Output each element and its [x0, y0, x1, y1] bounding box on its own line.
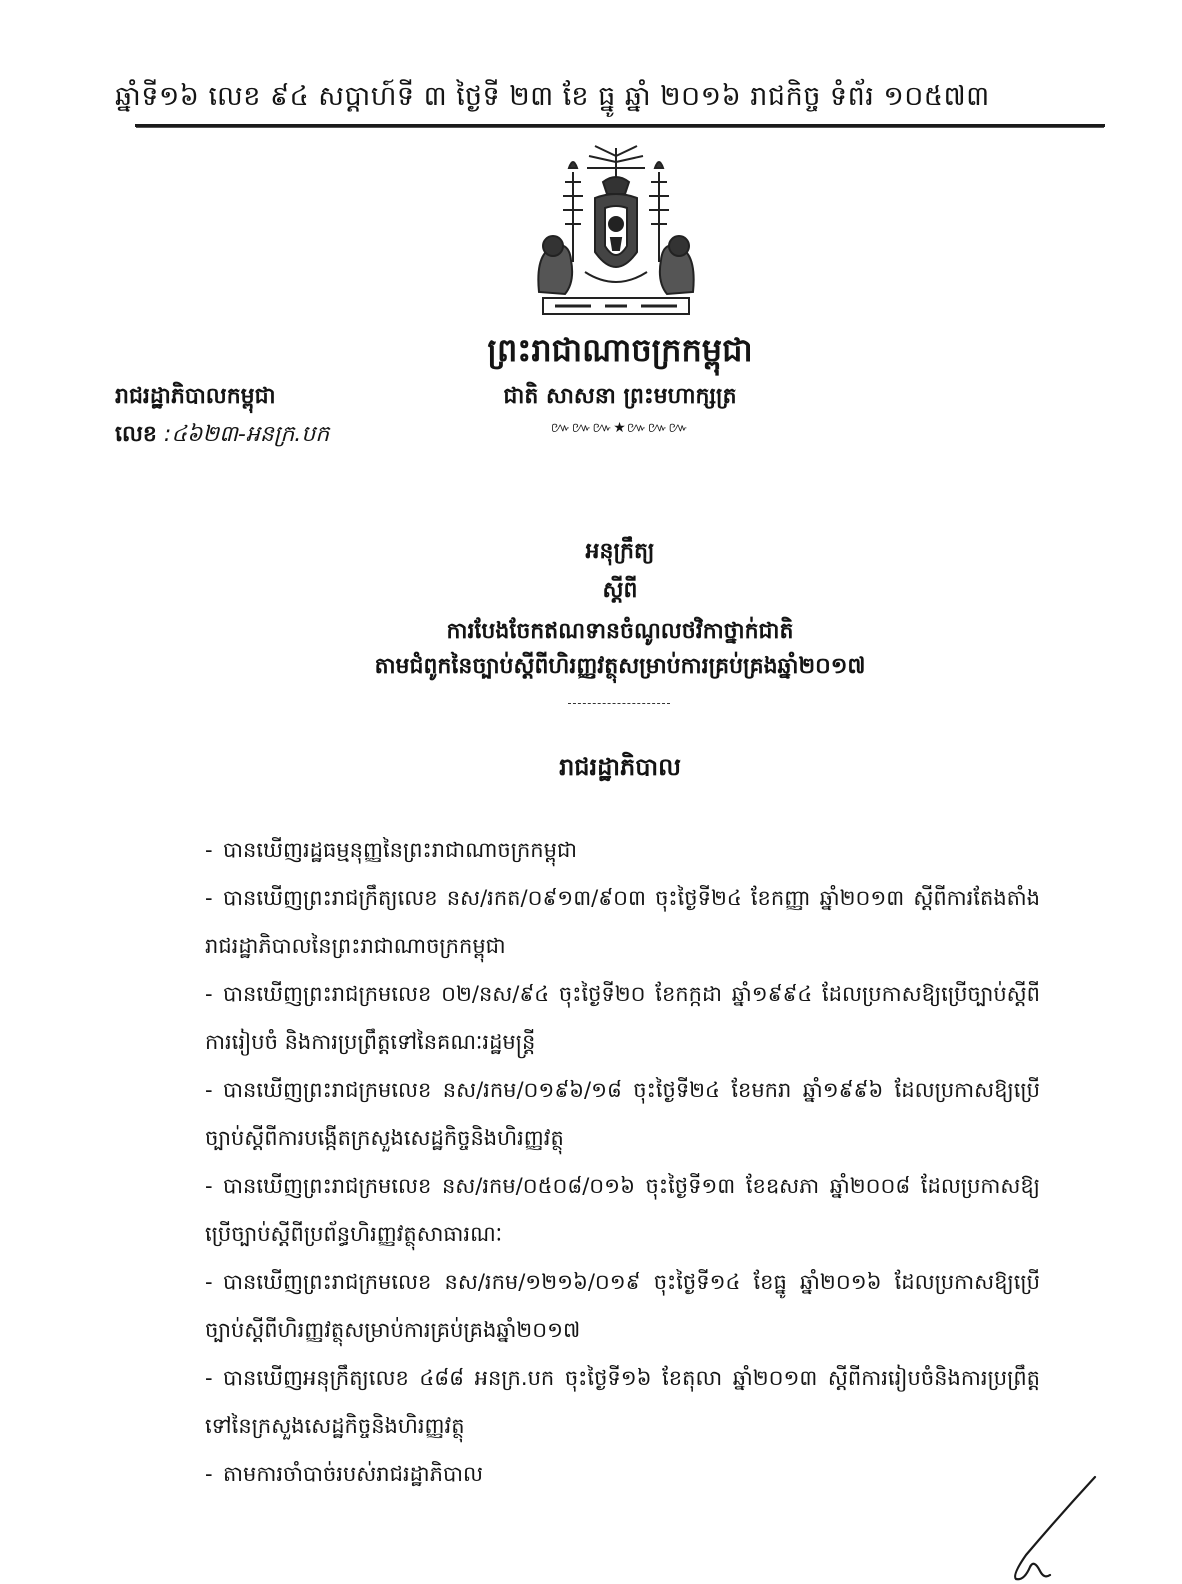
document-number: [115, 420, 329, 452]
header-divider: [135, 124, 1105, 127]
title-about: ស្ដីពី: [602, 578, 638, 603]
visa-text: បានឃើញព្រះរាជក្រមលេខ នស/រកម/០៥០៨/០១៦ ចុះថ្ងៃទី១៣ ខែឧសភា ឆ្នាំ២០០៨ ដែលប្រកាសឱ្យប្រើច្បាប់ស្ដីពីប្រព័ន្ធហិរញ្ញវត្ថុសាធារណៈ: [205, 1174, 1040, 1246]
visa-text: បានឃើញព្រះរាជក្រមលេខ នស/រកម/១២១៦/០១៩ ចុះថ្ងៃទី១៤ ខែធ្នូ ឆ្នាំ២០១៦ ដែលប្រកាសឱ្យប្រើច្បាប់ស្ដីពីហិរញ្ញវត្ថុសម្រាប់ការគ្រប់គ្រងឆ្នាំ២០១៧: [205, 1270, 1040, 1342]
list-item: [205, 1162, 1040, 1258]
signature-initials: [990, 1475, 1100, 1584]
issuing-government: រាជរដ្ឋាភិបាលកម្ពុជា: [115, 384, 276, 409]
bullet-dash: -: [205, 982, 213, 1006]
gazette-header: ឆ្នាំទី១៦ លេខ ៩៤ សប្ដាហ៍ទី ៣ ថ្ងៃទី ២៣ ខែ ធ្នូ ឆ្នាំ ២០១៦ រាជកិច្ច ទំព័រ ១០៥៧៣: [115, 81, 990, 112]
document-number-label: លេខ: [115, 422, 157, 447]
title-subject-line-1: ការបែងចែកឥណទានចំណូលថវិកាថ្នាក់ជាតិ: [446, 619, 794, 644]
list-item: [205, 826, 1040, 874]
list-item: [205, 1258, 1040, 1354]
list-item: [205, 1450, 1040, 1498]
bullet-dash: -: [205, 1366, 213, 1390]
document-type: អនុក្រឹត្យ: [585, 539, 655, 564]
visa-text: បានឃើញព្រះរាជក្រមលេខ នស/រកម/០១៩៦/១៨ ចុះថ្ងៃទី២៤ ខែមករា ឆ្នាំ១៩៩៦ ដែលប្រកាសឱ្យប្រើច្បាប់ស្ដីពីការបង្កើតក្រសួងសេដ្ឋកិច្ចនិងហិរញ្ញវត្ថុ: [205, 1078, 1040, 1150]
bullet-dash: -: [205, 838, 213, 862]
visa-text: បានឃើញព្រះរាជក្រឹត្យលេខ នស/រកត/០៩១៣/៩០៣ ចុះថ្ងៃទី២៤ ខែកញ្ញា ឆ្នាំ២០១៣ ស្ដីពីការតែងតាំងរាជរដ្ឋាភិបាលនៃព្រះរាជាណាចក្រកម្ពុជា: [205, 886, 1040, 958]
visa-text: បានឃើញអនុក្រឹត្យលេខ ៤៨៨ អនក្រ.បក ចុះថ្ងៃទី១៦ ខែតុលា ឆ្នាំ២០១៣ ស្ដីពីការរៀបចំនិងការប្រព្រឹត្តទៅនៃក្រសួងសេដ្ឋកិច្ចនិងហិរញ្ញវត្ថុ: [205, 1366, 1040, 1438]
issuer-heading: រាជរដ្ឋាភិបាល: [559, 753, 681, 781]
list-item: [205, 970, 1040, 1066]
bullet-dash: -: [205, 1462, 213, 1486]
list-item: [205, 874, 1040, 970]
visa-text: តាមការចាំបាច់របស់រាជរដ្ឋាភិបាល: [223, 1462, 483, 1486]
list-item: [205, 1066, 1040, 1162]
royal-coat-of-arms-emblem: [525, 142, 707, 322]
kingdom-name: ព្រះរាជាណាចក្រកម្ពុជា: [487, 331, 753, 369]
title-divider: [568, 703, 670, 706]
bullet-dash: -: [205, 1270, 213, 1294]
visa-list: [205, 826, 1040, 1498]
bullet-dash: -: [205, 886, 213, 910]
document-number-value: :៤៦២៣-អនក្រ.បក: [163, 422, 330, 447]
bullet-dash: -: [205, 1174, 213, 1198]
visa-text: បានឃើញព្រះរាជក្រមលេខ ០២/នស/៩៤ ចុះថ្ងៃទី២០ ខែកក្កដា ឆ្នាំ១៩៩៤ ដែលប្រកាសឱ្យប្រើច្បាប់ស្ដីពីការរៀបចំ និងការប្រព្រឹត្តទៅនៃគណៈរដ្ឋមន្ត្រី: [205, 982, 1040, 1054]
title-subject-line-2: តាមជំពូកនៃច្បាប់ស្ដីពីហិរញ្ញវត្ថុសម្រាប់ការគ្រប់គ្រងឆ្នាំ២០១៧: [374, 654, 866, 679]
national-motto: ជាតិ សាសនា ព្រះមហាក្សត្រ: [503, 384, 737, 409]
visa-text: បានឃើញរដ្ឋធម្មនុញ្ញនៃព្រះរាជាណាចក្រកម្ពុជា: [223, 838, 577, 862]
bullet-dash: -: [205, 1078, 213, 1102]
motto-ornament: ៚៚៚★៚៚៚: [550, 420, 690, 436]
list-item: [205, 1354, 1040, 1450]
